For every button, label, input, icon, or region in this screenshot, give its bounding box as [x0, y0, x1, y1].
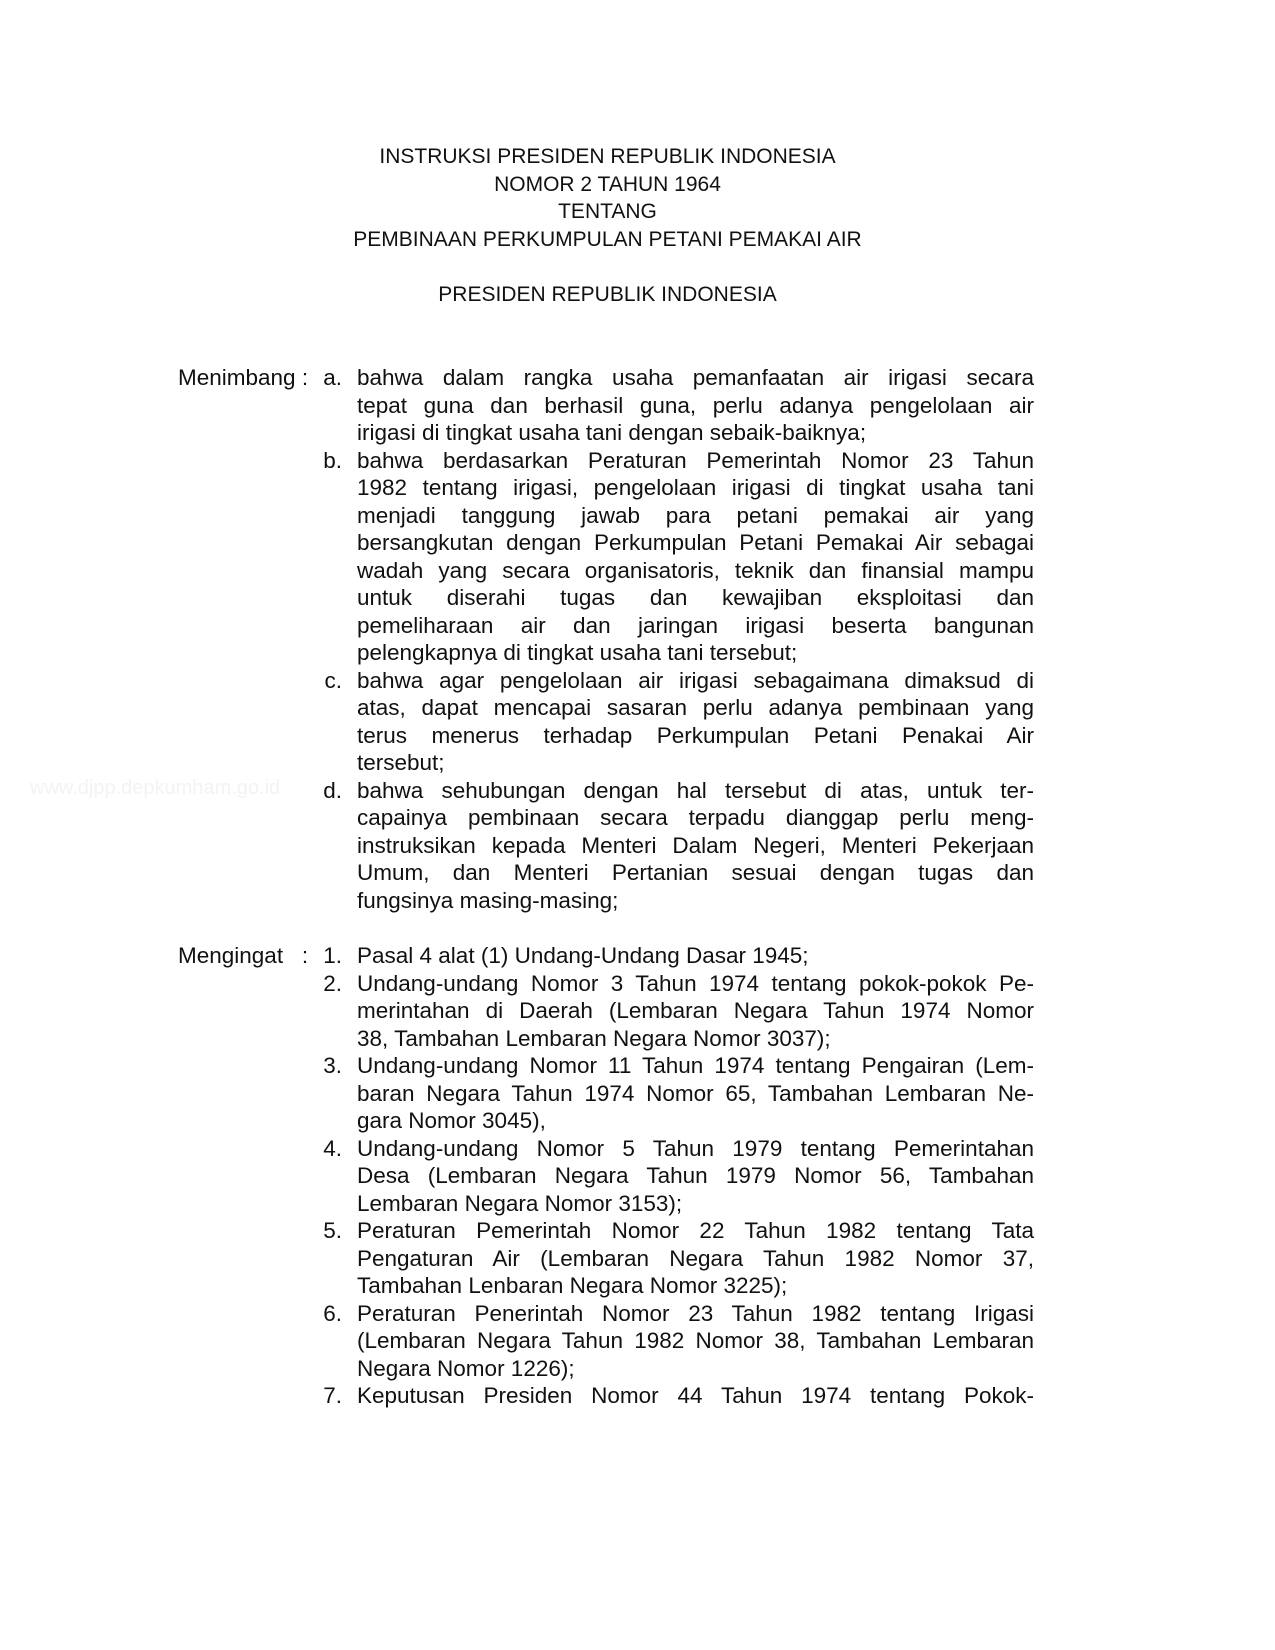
- number-line: NOMOR 2 TAHUN 1964: [494, 172, 721, 196]
- menimbang-item: [178, 364, 1034, 447]
- item-marker: 4.: [323, 1135, 342, 1161]
- mengingat-item: [178, 1382, 1034, 1410]
- text-line: Tambahan Lenbaran Negara Nomor 3225);: [357, 1273, 788, 1298]
- item-text: [357, 364, 1034, 447]
- text-line: Pasal 4 alat (1) Undang-Undang Dasar 1945;: [357, 943, 809, 968]
- text-line: bersangkutan dengan Perkumpulan Petani Pemakai Air sebagai: [357, 530, 1034, 555]
- text-line: Undang-undang Nomor 5 Tahun 1979 tentang Pemerintahan: [357, 1135, 1034, 1161]
- text-line: Keputusan Presiden Nomor 44 Tahun 1974 tentang Pokok-: [357, 1383, 1034, 1408]
- title-line: INSTRUKSI PRESIDEN REPUBLIK INDONESIA: [379, 145, 836, 168]
- section-label: Menimbang :: [178, 365, 309, 390]
- text-line: Lembaran Negara Nomor 3153);: [357, 1190, 683, 1216]
- text-line: capainya pembinaan secara terpadu dianggap perlu meng-: [357, 805, 1034, 830]
- text-line: Undang-undang Nomor 3 Tahun 1974 tentang pokok-pokok Pe-: [357, 970, 1034, 996]
- item-text: [357, 1135, 1034, 1218]
- text-line: Umum, dan Menteri Pertanian sesuai dengan tugas dan: [357, 860, 1034, 885]
- mengingat-item: [178, 1135, 1034, 1218]
- item-text: [357, 1052, 1034, 1135]
- subject-line: PEMBINAAN PERKUMPULAN PETANI PEMAKAI AIR: [353, 227, 862, 251]
- text-line: 1982 tentang irigasi, pengelolaan irigasi di tingkat usaha tani: [357, 475, 1034, 500]
- item-marker: 7.: [323, 1383, 342, 1408]
- item-text: [357, 1382, 1034, 1410]
- text-line: menjadi tanggung jawab para petani pemakai air yang: [357, 502, 1034, 528]
- text-line: instruksikan kepada Menteri Dalam Negeri, Menteri Pekerjaan: [357, 832, 1034, 858]
- text-line: bahwa agar pengelolaan air irigasi sebagaimana dimaksud di: [357, 667, 1034, 693]
- text-line: pemeliharaan air dan jaringan irigasi beserta bangunan: [357, 612, 1034, 638]
- text-line: Undang-undang Nomor 11 Tahun 1974 tentang Pengairan (Lem-: [357, 1053, 1034, 1078]
- item-text: [357, 777, 1034, 915]
- mengingat-item: [178, 942, 1034, 970]
- text-line: Negara Nomor 1226);: [357, 1355, 575, 1381]
- text-line: gara Nomor 3045),: [357, 1108, 546, 1133]
- text-line: tersebut;: [357, 750, 445, 775]
- item-marker: b.: [323, 447, 342, 473]
- item-marker: d.: [323, 777, 342, 803]
- menimbang-section: [178, 364, 1034, 914]
- text-line: bahwa sehubungan dengan hal tersebut di atas, untuk ter-: [357, 777, 1034, 803]
- document-header: [0, 143, 1215, 308]
- text-line: wadah yang secara organisatoris, teknik dan finansial mampu: [357, 557, 1034, 583]
- text-line: baran Negara Tahun 1974 Nomor 65, Tambahan Lembaran Ne-: [357, 1080, 1034, 1106]
- text-line: atas, dapat mencapai sasaran perlu adanya pembinaan yang: [357, 695, 1034, 720]
- item-marker: 3.: [323, 1053, 342, 1078]
- text-line: tepat guna dan berhasil guna, perlu adanya pengelolaan air: [357, 392, 1034, 418]
- text-line: (Lembaran Negara Tahun 1982 Nomor 38, Tambahan Lembaran: [357, 1328, 1034, 1353]
- menimbang-item: [178, 777, 1034, 915]
- mengingat-item: [178, 1300, 1034, 1383]
- text-line: irigasi di tingkat usaha tani dengan sebaik-baiknya;: [357, 420, 867, 445]
- item-text: [357, 942, 1034, 970]
- item-marker: 1.: [323, 943, 342, 968]
- item-marker: a.: [323, 365, 342, 390]
- item-text: [357, 970, 1034, 1053]
- text-line: 38, Tambahan Lembaran Negara Nomor 3037);: [357, 1025, 831, 1051]
- menimbang-item: [178, 667, 1034, 777]
- mengingat-section: [178, 942, 1034, 1410]
- text-line: Desa (Lembaran Negara Tahun 1979 Nomor 56, Tambahan: [357, 1163, 1034, 1188]
- text-line: Peraturan Pemerintah Nomor 22 Tahun 1982 tentang Tata: [357, 1218, 1034, 1243]
- mengingat-item: [178, 1052, 1034, 1135]
- text-line: Pengaturan Air (Lembaran Negara Tahun 1982 Nomor 37,: [357, 1245, 1034, 1271]
- section-label: Mengingat :: [178, 943, 309, 968]
- item-marker: 6.: [323, 1300, 342, 1326]
- text-line: terus menerus terhadap Perkumpulan Petani Penakai Air: [357, 722, 1034, 748]
- text-line: bahwa berdasarkan Peraturan Pemerintah Nomor 23 Tahun: [357, 447, 1034, 473]
- item-marker: c.: [324, 667, 342, 693]
- item-marker: 2.: [323, 970, 342, 996]
- text-line: untuk diserahi tugas dan kewajiban eksploitasi dan: [357, 585, 1034, 610]
- issuer-line: PRESIDEN REPUBLIK INDONESIA: [438, 282, 777, 306]
- text-line: pelengkapnya di tingkat usaha tani tersebut;: [357, 640, 798, 665]
- item-text: [357, 1217, 1034, 1300]
- text-line: merintahan di Daerah (Lembaran Negara Tahun 1974 Nomor: [357, 998, 1034, 1023]
- watermark: www.djpp.depkumham.go.id: [30, 777, 281, 799]
- text-line: bahwa dalam rangka usaha pemanfaatan air irigasi secara: [357, 365, 1034, 390]
- about-line: TENTANG: [558, 200, 657, 223]
- item-marker: 5.: [323, 1218, 342, 1243]
- mengingat-item: [178, 1217, 1034, 1300]
- text-line: fungsinya masing-masing;: [357, 887, 619, 913]
- item-text: [357, 1300, 1034, 1383]
- menimbang-item: [178, 447, 1034, 667]
- item-text: [357, 667, 1034, 777]
- mengingat-item: [178, 970, 1034, 1053]
- text-line: Peraturan Penerintah Nomor 23 Tahun 1982 tentang Irigasi: [357, 1300, 1034, 1326]
- item-text: [357, 447, 1034, 667]
